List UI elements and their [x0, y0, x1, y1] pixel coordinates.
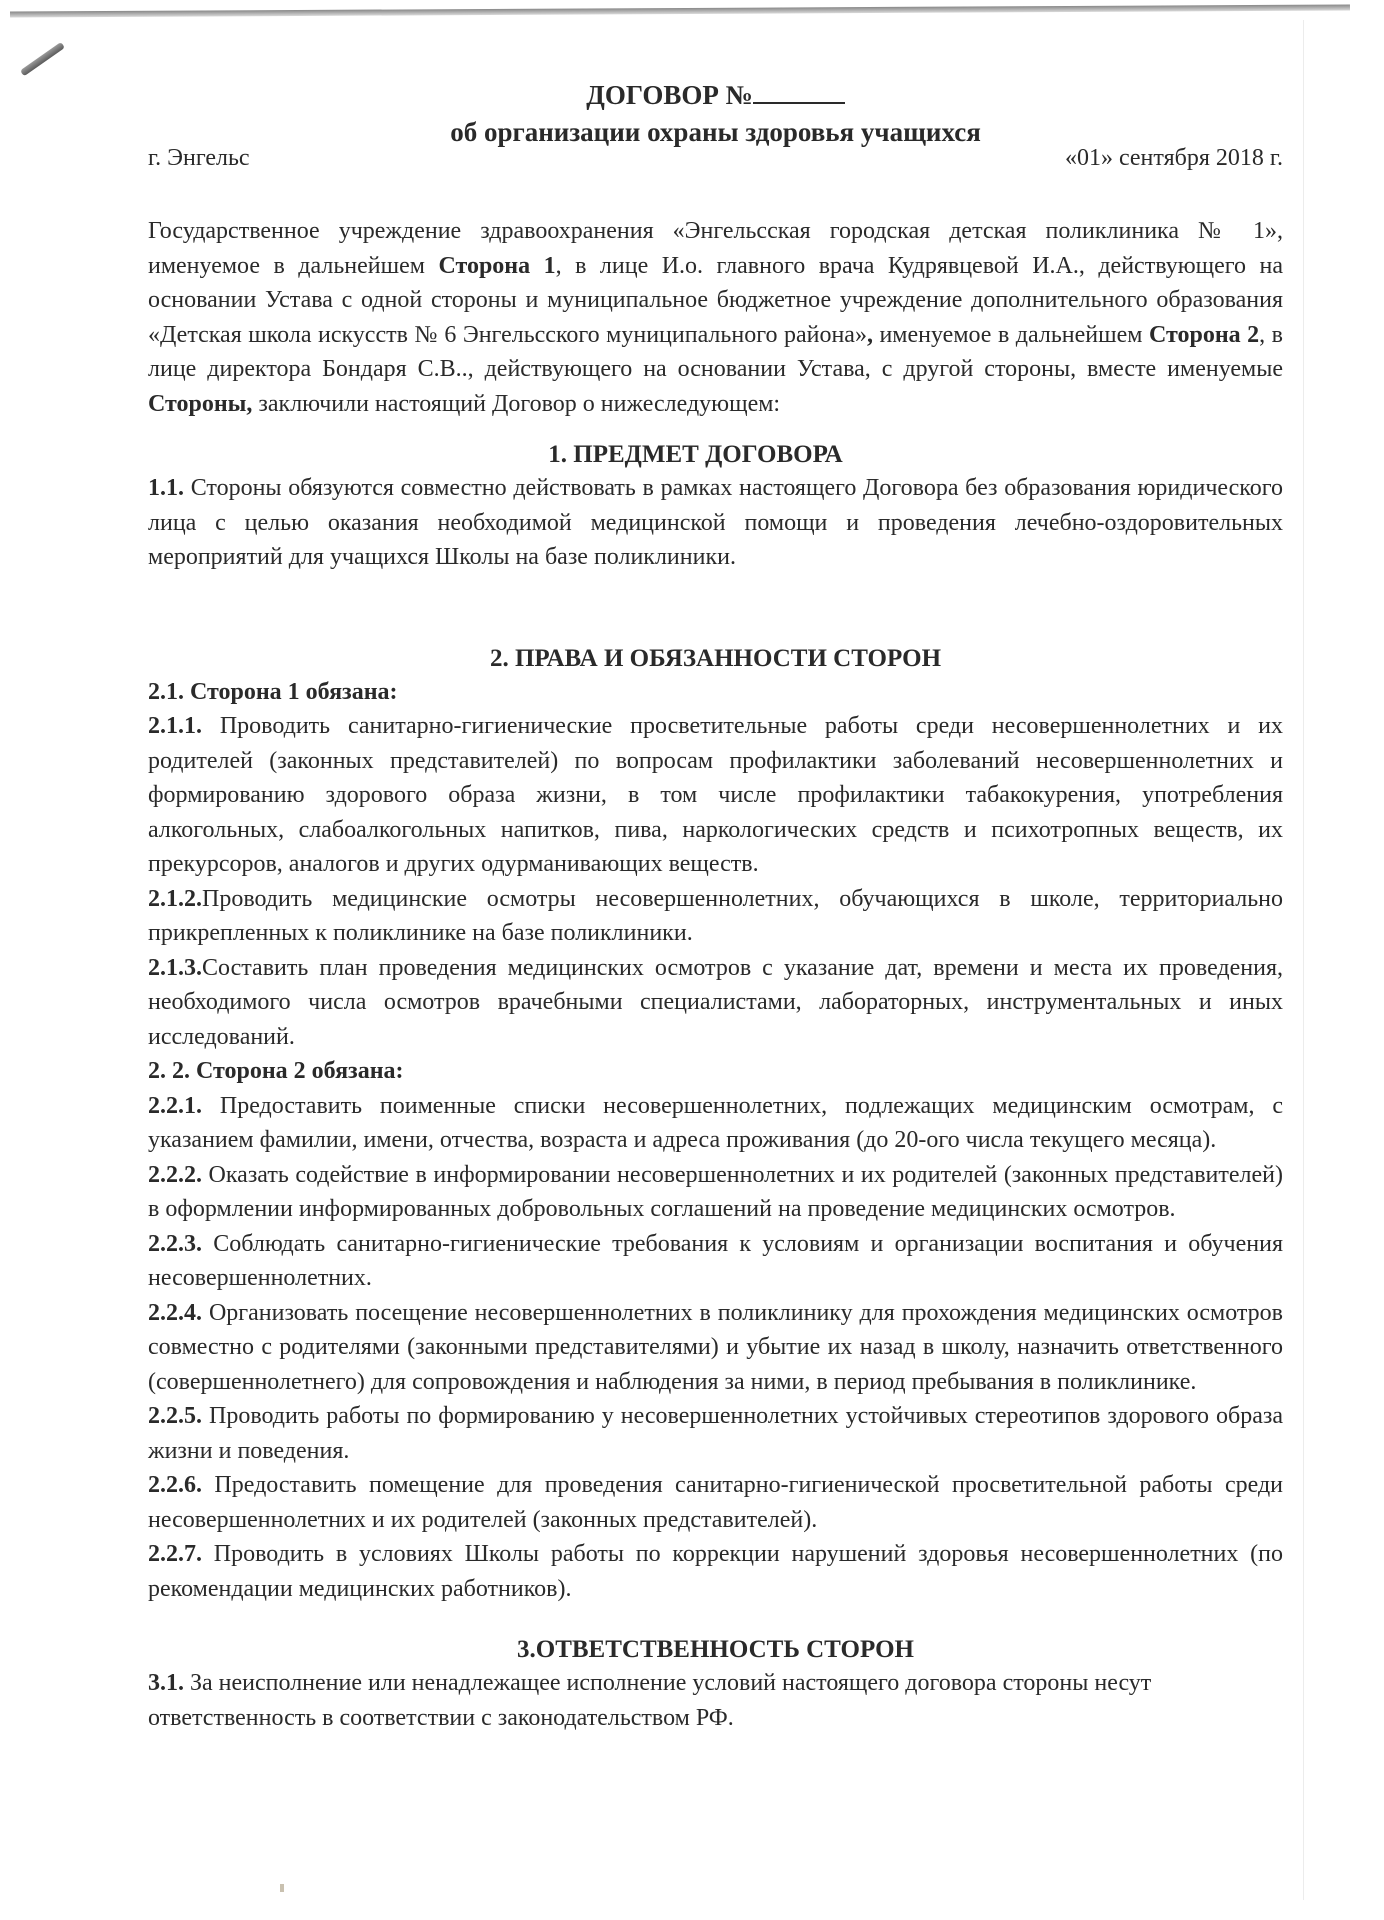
preamble-text: Государственное учреждение здравоохранения «Энгельсская городская детская поликлиника № 1», именуемое в дальнейшем [148, 218, 1283, 279]
parties-label: Стороны [148, 390, 247, 417]
preamble [148, 214, 1283, 421]
clause-2-1-1 [148, 709, 1283, 882]
contract-number-blank [753, 80, 845, 104]
clause-text: Проводить в условиях Школы работы по коррекции нарушений здоровья несовершеннолетних (по рекомендации медицинских работников). [148, 1541, 1283, 1602]
clause-2-2-5 [148, 1399, 1283, 1468]
clause-2-2-1 [148, 1089, 1283, 1158]
clause-2-2-3 [148, 1227, 1283, 1296]
clause-2-2-6 [148, 1468, 1283, 1537]
document-title [148, 80, 1283, 110]
clause-number: 3.1. [148, 1670, 184, 1696]
preamble-comma: , [866, 321, 873, 348]
document-page [148, 80, 1283, 1735]
party-1-label: Сторона 1 [438, 252, 556, 279]
clause-3-1 [148, 1666, 1233, 1735]
clause-number: 2.1.1. [148, 713, 202, 739]
preamble-comma: , [246, 390, 253, 417]
scan-speck [280, 1884, 284, 1892]
title-text: ДОГОВОР № [586, 80, 753, 110]
clause-number: 2.2.3. [148, 1230, 202, 1257]
clause-text: Составить план проведения медицинских осмотров с указание дат, времени и места их проведения, необходимого числа осмотров врачебными специалистами, лабораторных, инструментальных и иных исследований. [148, 954, 1283, 1050]
clause-number: 2.2.4. [148, 1299, 202, 1326]
scan-edge-right [1303, 20, 1304, 1900]
clause-2-2-2 [148, 1158, 1283, 1227]
section-heading-1: 1. ПРЕДМЕТ ДОГОВОРА [548, 441, 843, 468]
clause-number: 2.1.3. [148, 954, 202, 981]
clause-number: 2.2.2. [148, 1161, 202, 1188]
clause-text: Проводить санитарно-гигиенические просветительные работы среди несовершеннолетних и их родителей (законных представителей) по вопросам профилактики заболеваний несовершеннолетних и формированию здорового образа жизни, в том числе профилактики табакокурения, употребления алкогольных, слабоалкогольных напитков, пива, наркологических средств и психотропных веществ, их прекурсоров, аналогов и других одурманивающих веществ. [148, 713, 1283, 877]
clause-2-1-2 [148, 882, 1283, 951]
clause-text: За неисполнение или ненадлежащее исполнение условий настоящего договора стороны несут ответственность в соответствии с законодательством РФ. [148, 1670, 1152, 1731]
preamble-text: заключили настоящий Договор о нижеследующем: [252, 390, 781, 417]
subsection-title: 2. 2. Сторона 2 обязана: [148, 1058, 404, 1084]
party-2-label: Сторона 2 [1148, 321, 1260, 348]
place-date-row [148, 144, 1283, 172]
scan-edge [10, 4, 1350, 17]
clause-text: Стороны обязуются совместно действовать в рамках настоящего Договора без образования юридического лица с целью оказания необходимой медицинской помощи и проведения лечебно-оздоровительных мероприятий для учащихся Школы на базе поликлиники. [148, 475, 1283, 570]
pen-mark [20, 42, 65, 76]
clause-2-2-4 [148, 1296, 1283, 1400]
document-subtitle: об организации охраны здоровья учащихся [450, 117, 981, 147]
place: г. Энгельс [148, 145, 250, 171]
clause-text: Проводить медицинские осмотры несовершеннолетних, обучающихся в школе, территориально прикрепленных к поликлинике на базе поликлиники. [148, 885, 1283, 946]
clause-text: Соблюдать санитарно-гигиенические требования к условиям и организации воспитания и обучения несовершеннолетних. [148, 1230, 1283, 1291]
clause-2-2-7 [148, 1537, 1283, 1606]
subsection-2-2 [148, 1054, 1283, 1089]
subsection-2-1 [148, 675, 1283, 710]
clause-text: Организовать посещение несовершеннолетних в поликлинику для прохождения медицинских осмотров совместно с родителями (законными представителями) и убытие их назад в школу, назначить ответственного (совершеннолетнего) для сопровождения и наблюдения за ними, в период пребывания в поликлинике. [148, 1299, 1283, 1395]
preamble-text: , в лице И.о. главного врача Кудрявцевой И.А., действующего на основании Устава с одной стороны и муниципальное бюджетное учреждение дополнительного образования «Детская школа искусств № 6 Энгельсского муниципального района» [148, 252, 1284, 348]
clause-text: Оказать содействие в информировании несовершеннолетних и их родителей (законных представителей) в оформлении информированных добровольных соглашений на проведение медицинских осмотров. [148, 1161, 1283, 1222]
clause-2-1-3 [148, 951, 1283, 1055]
section-heading-2: 2. ПРАВА И ОБЯЗАННОСТИ СТОРОН [489, 644, 942, 672]
clause-number: 2.2.6. [148, 1472, 202, 1498]
clause-number: 2.1.2. [148, 885, 202, 912]
subsection-title: 2.1. Сторона 1 обязана: [148, 678, 398, 705]
clause-number: 2.2.1. [148, 1092, 202, 1119]
preamble-text: , в лице директора Бондаря С.В.., действующего на основании Устава, с другой стороны, вместе именуемые [148, 321, 1284, 382]
preamble-text: именуемое в дальнейшем [872, 321, 1149, 348]
date: «01» сентября 2018 г. [1064, 145, 1283, 171]
clause-text: Проводить работы по формированию у несовершеннолетних устойчивых стереотипов здорового образа жизни и поведения. [148, 1403, 1283, 1464]
clause-text: Предоставить помещение для проведения санитарно-гигиенической просветительной работы среди несовершеннолетних и их родителей (законных представителей). [148, 1472, 1283, 1533]
clause-number: 2.2.5. [148, 1403, 202, 1429]
clause-number: 2.2.7. [148, 1541, 202, 1567]
clause-text: Предоставить поименные списки несовершеннолетних, подлежащих медицинским осмотрам, с указанием фамилии, имени, отчества, возраста и адреса проживания (до 20-ого числа текущего месяца). [148, 1092, 1283, 1153]
clause-1-1 [148, 471, 1283, 575]
clause-number: 1.1. [148, 475, 184, 501]
section-heading-3: 3.ОТВЕТСТВЕННОСТЬ СТОРОН [517, 1636, 914, 1663]
